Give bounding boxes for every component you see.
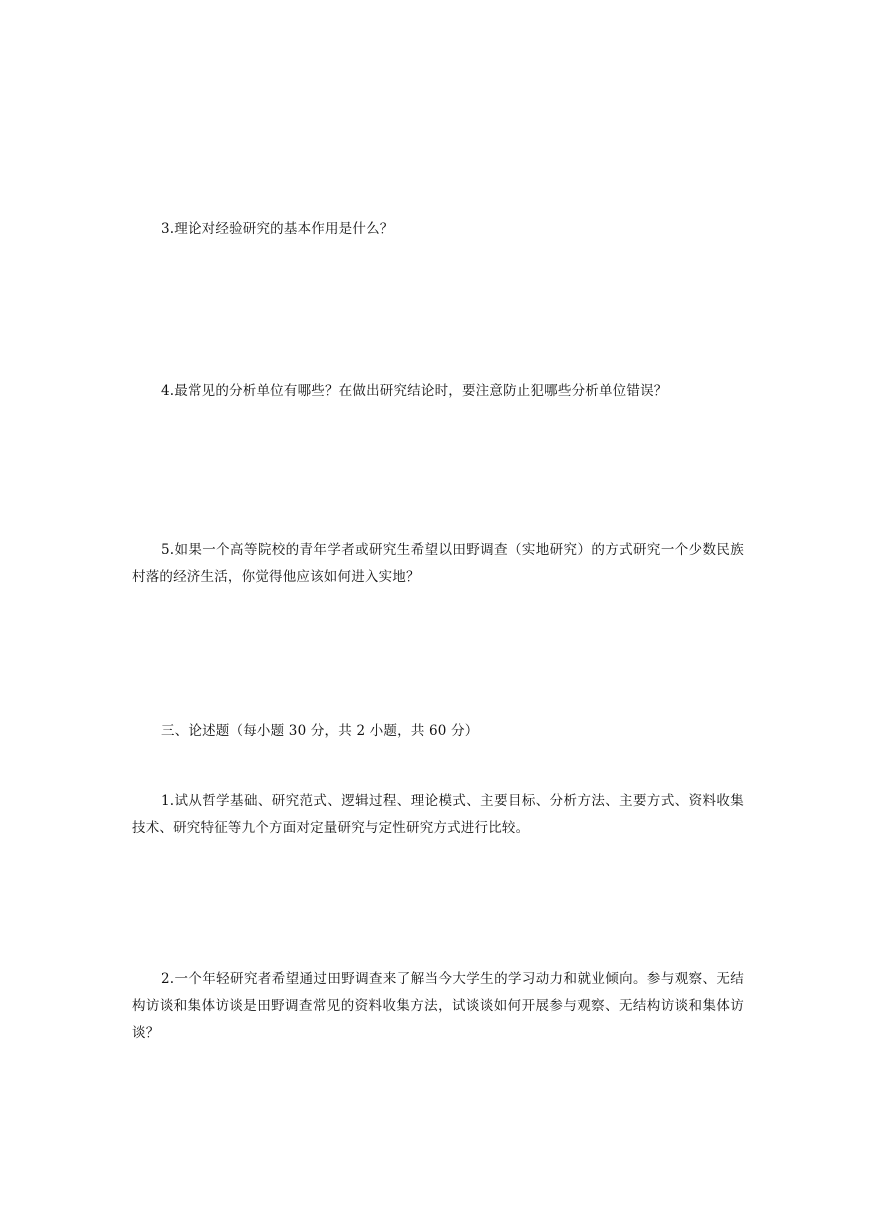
- essay-section-heading: 三、论述题（每小题 30 分，共 2 小题，共 60 分）: [161, 723, 479, 739]
- question-4: 4.最常见的分析单位有哪些？在做出研究结论时，要注意防止犯哪些分析单位错误？: [161, 383, 668, 399]
- question-3: 3.理论对经验研究的基本作用是什么？: [161, 221, 394, 237]
- question-5: 5.如果一个高等院校的青年学者或研究生希望以田野调查（实地研究）的方式研究一个少数民族村落的经济生活，你觉得他应该如何进入实地？: [132, 542, 744, 585]
- essay-question-2: 2.一个年轻研究者希望通过田野调查来了解当今大学生的学习动力和就业倾向。参与观察、无结构访谈和集体访谈是田野调查常见的资料收集方法，试谈谈如何开展参与观察、无结构访谈和集体访谈？: [132, 971, 744, 1041]
- essay-question-1: 1.试从哲学基础、研究范式、逻辑过程、理论模式、主要目标、分析方法、主要方式、资料收集技术、研究特征等九个方面对定量研究与定性研究方式进行比较。: [132, 793, 744, 836]
